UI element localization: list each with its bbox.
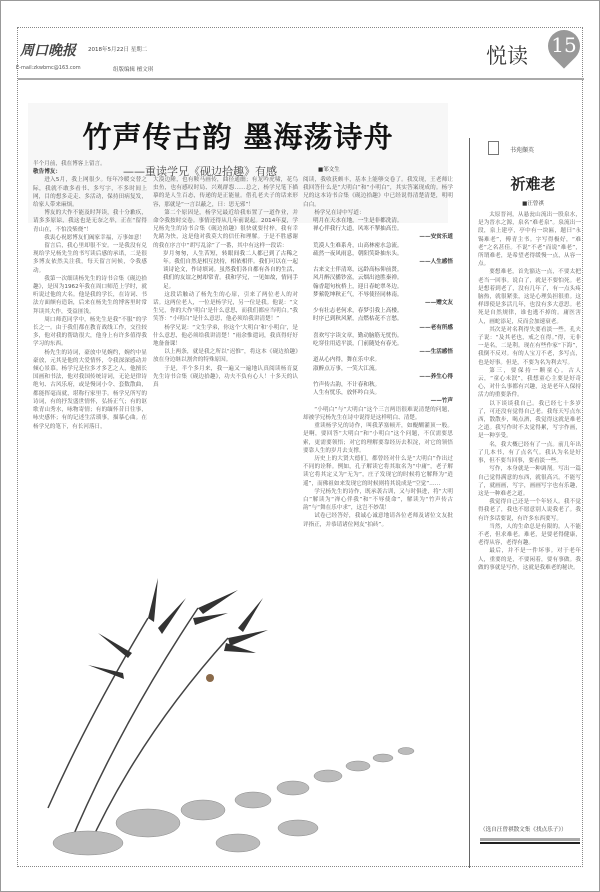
paragraph: 当然，人的生命总是有限的。人不能不老，但求难老。难老，是要老得健康，老得从容，老得有趣。 [478,523,581,547]
column-tag: 书苑撷英 [510,147,535,154]
paragraph: 学兄杨先生的诗作，既承袭古训，又与时俱进，将“大明白”解读为“禅心伴我”和“不辱使命”，解读为“竹声传古韵”与“舞在乐中求”，这岂不妙哉！ [303,488,453,512]
paragraph: 进入5月，我上网很少。每年冷暖交替之际，我就不敢多看书、多写字，不多时间上网，目的想多走走、多活动，保持田病复发，给家人带来麻烦。 [33,177,147,209]
salutation: 敬告博友： [33,169,61,176]
poem-line: 风月醉汉播钞富，云烟出池胜秦禅。 [313,275,403,282]
newspaper-page [17,27,583,867]
sidebar-source: （选自汪曾祺散文集《找点乐子》） [480,827,567,833]
contact-email: E-mail:zkwbmc@163.com [16,65,81,71]
column-divider [469,138,470,868]
issue-date: 2018年5月22日 星期二 [88,47,148,53]
paragraph: 其次是对名利得失要看淡一些。孔夫子说：“及其老也，戒之在得。”得，无非一是名，二是利。现在有些作家“下海”，我倒不反对。有的人宝刀不老，多写点，也是好事。但是，不要为名为利去写。 [478,326,581,366]
paragraph: 历史上的大贤大德们，都曾经对什么是“大明白”作出过不同的诠释。例如，孔子解读它将其取名为“中庸”，老子解读它将其定义为“无为”，庄子发现它的时候将它解释为“逍遥”，而佛祖如来发现它的时候则将其说成是“空觉”…… [303,455,453,487]
poem-title: ——竹声 [430,398,453,405]
poem-line: 吃穿住用适平淡，门前随处有春光。 [313,341,403,348]
paragraph: 以下谈谈我自己。我已经七十多岁了，可还没有觉得自己老。我每天写点东西，散散步，喝点酒，我觉得这就是难老之道。我写作时不太觉得累，写字作画，是一种享受。 [478,400,581,440]
sidebar-article-body [478,211,581,821]
poem-line: 喜欢写字读文章，勤动脑筋无忧伤。 [313,332,403,339]
bottom-rule-dark [480,842,580,844]
paragraph: 重读杨学兄的诗作，叫我茅塞顿开，如醍醐灌顶一般。是啊，要回答“大明白”和“小明白”这个问题，不仅需要思索，更需要领悟；对它的理解要靠经历去积淀，对它的领悟要靠人生的岁月去支撑。 [303,423,453,454]
article-column-2 [153,176,298,566]
bottom-rule [480,838,580,841]
paragraph: “小明白”与“大明白”这个三言两语很难说清楚的问题，却被学兄杨先生在诗中说得是这样明白、清楚。 [303,406,453,421]
paragraph: 以上两条，就是我之所以“迟惟”，将这本《砚边拾趣》放在身边继以割舍的特殊原因。 [153,349,298,364]
book-icon [488,141,499,155]
poem-title: ——赠文友 [425,300,453,307]
poem-title: ——安贫乐道 [419,234,453,241]
article-title: 竹声传古韵 墨海荡诗舟 [82,120,394,154]
sidebar-title: 祈难老 [510,175,556,193]
poem-title: ——人生感悟 [419,259,453,266]
poem-line: 竹声传古韵，不计春和秋。 [313,382,381,389]
poem-line: 禅心伴我行大道，风寒不掣抽高岳。 [313,226,403,233]
page-number: 15 [551,33,577,57]
newspaper-logo: 周口晚报 [20,43,76,59]
bamboo-stone-illustration [28,548,473,863]
poem-line: 淑醉点万事，一笑大江流。 [313,365,381,372]
paragraph: 我衷心祝愿博友们阖家幸福，万事如意！ [44,234,145,241]
poem-line: 梦萦乾坤秋正气，不辱使径同林南。 [313,291,403,298]
paragraph: 大漠边陲，也有鞍马画传，曲径通幽；有龙吟虎啸，花鸟虫鱼，也有感叹时局、兴观群怨……总之，杨学兄笔下描摹的是人生百态，传递的是正能量。借孔老夫子的话来形容，那就是“一言以蔽之，曰：思无邪”！ [153,177,298,208]
layout-editor: 组版编辑 檀文琪 [113,67,154,73]
poem-line: 疏然一夜风雨息，朝阳笑卧抽东头。 [313,250,403,257]
paragraph: 这段话触动了杨先生的心扉，引来了两位老人的对话。这两位老人，一位是杨学兄，另一位是我。他说：“文生兄，你的大作‘明白’是什么意思，而我们都应当明白。”我笑答：“小明白”是什么意思，他必须给我讲清楚！” [153,291,298,323]
article-column-1 [33,160,147,560]
page-header [18,28,584,80]
paragraph: 第三，要保持一颗童心。古人云，“童心未泯”，我想童心主要是好奇心，对什么事都有兴趣，这是老年人保持活力的重要条件。 [478,367,581,399]
paragraph: 第二个原因是，杨学兄最近给我布置了一道作业，并命令我按时交卷。事情还得从几年前说起。2014年夏，学兄杨先生的诗书合集《砚边拾趣》很快就要付梓，我有幸先睹为快，这是他对我莫大的信任和理解。于是不胜感谢的我在序言中“胡写乱涂”了一番，其中有这样一段话： [153,209,298,249]
poem-line: 荒漠人生难系舟，山高林密水急流。 [313,242,403,249]
paragraph: 半个月前，我在博客上留言。 [33,161,106,167]
quoted-poem: 岁月匆匆，人生苦短，转眼间我二人都已到了古稀之年。我们自然是相互扶持，相依相伴。我们可以在一起谈诗论文，作诗填词。虽然我们各自都有各自的生活，我们的友谊之树却常青。我和学兄，一见如故，情同手足。 [163,250,298,290]
poem-line: 道从心内得，舞在乐中求。 [313,357,381,364]
paragraph: 要想难老，首先豁达一点，不要太把老当一回事。说白了，就是不要怕死。老是想着到老了，没有几年了，有一点头疼脑热，就很紧张，这是心理负担很重。这样即使是多活几年，也没有多大意思。老死是自然规律，谁也逃不掉的。庸医害人，画蛇添足，反而会加速衰老。 [478,269,581,325]
paragraph: 杨学兄在诗中写道： [314,209,365,216]
paragraph: 博友的大作不能及时拜读，我十分歉疚，请多多原谅，我这也是无奈之举，正在“留得青山在，不怕没柴烧”！ [33,210,147,233]
poem-line: 明月在天水在地，一生是非都洗清。 [313,218,403,225]
paragraph: 写作，本身就是一种调剂。写出一篇自己觉得满意的东西，就很高兴。不能写了，就画画，写字，画画写字也有乐趣，这是一种难老之道。 [478,466,581,497]
poem-line: 古来文士伴清寒，远龄高标仰前贤。 [313,267,403,274]
paragraph: 留言后，我心里却很不安。一是我没有兑现给学兄杨先生的书写读后感的承诺，二是很多博友依然关注我，每天留言问候，令我感动。 [33,243,147,274]
poem-line: 翰香超句杭桥上，迎日春蛇翠冬边。 [313,283,403,290]
paragraph: 我觉得自己还是一个年轻人。我不觉得我老了，我也不愿意别人说我老了。我有许多话要说，有许多东西要写。 [478,499,581,522]
section-name: 悦读 [486,44,528,68]
paragraph: 于是，半个多月来，我一遍又一遍地认真阅读杨育夏先生诗书合集《砚边拾趣》，功夫不负有心人！十多天的认真 [153,365,298,389]
paragraph: 我第一次细读杨先生的诗书合集《砚边拾趣》，是因为1962年我在周口师范上学时，就听说过他的大名。他是我的学长，在诗词、书法方面颇有造诣，后来在杨先生的博客里时常拜读其大作，受益匪浅。 [33,275,147,315]
paragraph: 太原晋祠，从悬瓮山流出一股泉水，是为晋水之源，泉名“难老泉”。泉流出一段，泉上建亭，亭中有一块匾，题曰“永锡难老”，傅青主书。字写得极好，“难老”之名甚佳。不说“不老”而说“难老”，所谓难老，是希望老得缓慢一点，从容一点。 [478,212,581,268]
article-author: ■邹文生 [318,167,340,173]
paragraph: 最后，并不是一件坏事。对于老年人，重要的是，不要闲着，要有事做。我做的事就是写作，这就是我难老的秘诀。 [478,548,581,571]
poem-title: ——养生心得 [419,373,453,380]
poem-line: 人生有忧乐，放怀吟白头。 [313,390,381,397]
paragraph: 周口师范同学中，杨先生是我“不服”的学长之一。由于我们都在教育战线工作，交往较多，他对我的帮助很大，他身上有许多值得我学习的东西。 [33,316,147,348]
poem-line: 时序已到秋风紧，点燃枯花不言愁。 [313,316,403,323]
paragraph: 试卷已经答好，我诚心诚意地请各位老师及诸位文友批评指正，并恭请诸位网友“拍砖”。 [303,513,453,528]
poem-line: 少有壮志老何求，春梦引我上高楼。 [313,308,403,315]
poem-title: ——老有所感 [419,324,453,331]
article-subtitle: ——重读学兄《砚边拾趣》有感 [123,165,277,178]
sidebar-author: ■汪曾祺 [522,201,544,207]
paragraph: 名，我大概已经有了一点。前几年出了几本书，有了点名气。我认为名是好事，但不要当回事，要看淡一些。 [478,441,581,465]
paragraph: 杨先生的诗词，豪放中见婉约，婉约中显豪放，元其是他的大爱情怀，令我深深感动并倾心景慕。杨学兄是位多才多艺之人，他擅长国画和书法，他对我国传统诗词，无论是律诗绝句、古风乐府，或是慢词小令、套数散曲，都能挥毫而就，堪称行家里手。杨学兄所写的诗词，有的抒发盛世情怀，弘扬正气；有的讴歌青山秀水，咏物寄情；有的缅怀昔日往事，咏史感怀；有的记述生活琐事，描摹心曲。在杨学兄的笔下，有长河落日， [33,349,147,430]
paragraph: 杨学兄说：“文生学弟，你这个‘大明白’和‘小明白’，是什么意思，他必须给我讲清楚！”雨余惟遣词，我真得好好地备备课！ [153,324,298,348]
poem-title: ——生活感悟 [419,349,453,356]
paragraph: 阅读，我收获颇丰，基本上能够交卷了。我发现，王老师让我回答什么是“大明白”和“小明白”，其实答案现成的。杨学兄的这本诗书合集《砚边拾趣》中已经说得清楚清楚，明明白白。 [303,177,453,208]
